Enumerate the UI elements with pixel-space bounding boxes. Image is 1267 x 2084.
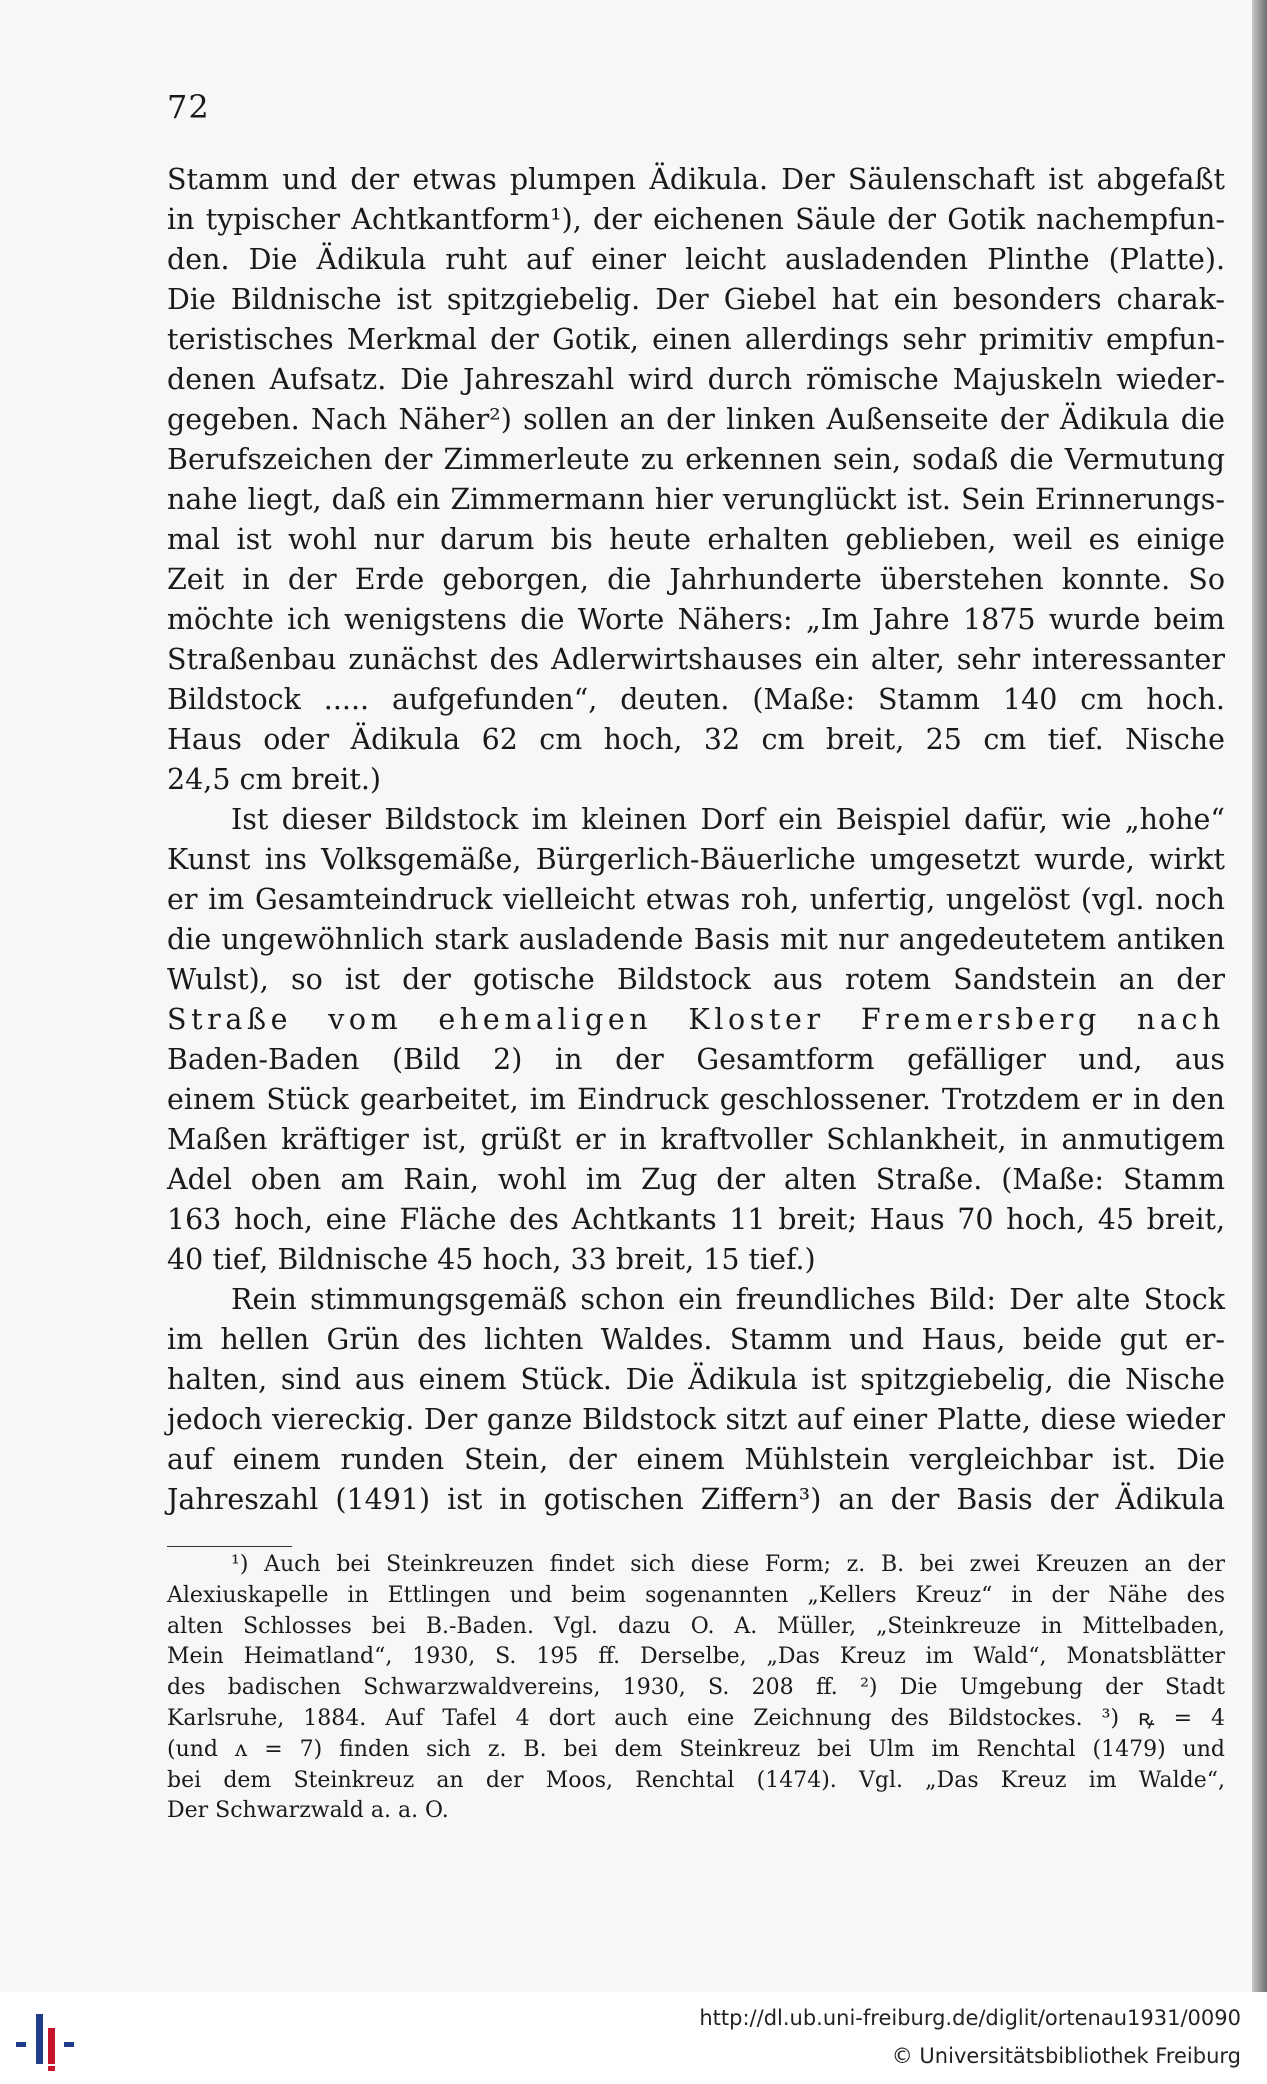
text-line: 40 tief, Bildnische 45 hoch, 33 breit, 15 tief.) — [167, 1243, 816, 1276]
text-line: Haus oder Ädikula 62 cm hoch, 32 cm breit, 25 cm tief. Nische — [167, 723, 1225, 756]
footnote-line: bei dem Steinkreuz an der Moos, Renchtal (1474). Vgl. „Das Kreuz im Walde“, — [167, 1767, 1225, 1793]
footnote-line: Alexiuskapelle in Ettlingen und beim sogenannten „Kellers Kreuz“ in der Nähe des — [167, 1582, 1225, 1608]
text-line: Straße vom ehemaligen Kloster Fremersberg nach — [167, 1003, 1225, 1036]
text-line: er im Gesamteindruck vielleicht etwas roh, unfertig, ungelöst (vgl. noch — [167, 883, 1225, 916]
text-line: in typischer Achtkantform¹), der eichenen Säule der Gotik nachempfun- — [167, 203, 1225, 236]
text-line: Kunst ins Volksgemäße, Bürgerlich-Bäuerliche umgesetzt wurde, wirkt — [167, 843, 1225, 876]
footnote-line: (und ʌ = 7) finden sich z. B. bei dem Steinkreuz bei Ulm im Renchtal (1479) und — [167, 1736, 1225, 1762]
text-line: Bildstock ..... aufgefunden“, deuten. (Maße: Stamm 140 cm hoch. — [167, 683, 1225, 716]
book-spine-shadow — [1252, 0, 1267, 1992]
text-line: halten, sind aus einem Stück. Die Ädikula ist spitzgiebelig, die Nische — [167, 1363, 1225, 1396]
text-line: im hellen Grün des lichten Waldes. Stamm und Haus, beide gut er- — [167, 1323, 1225, 1356]
text-line: Rein stimmungsgemäß schon ein freundliches Bild: Der alte Stock — [231, 1283, 1225, 1316]
footnote-line: ¹) Auch bei Steinkreuzen findet sich diese Form; z. B. bei zwei Kreuzen an der — [231, 1552, 1225, 1577]
footnote-line: Mein Heimatland“, 1930, S. 195 ff. Derselbe, „Das Kreuz im Wald“, Monatsblätter — [167, 1644, 1225, 1670]
text-line: gegeben. Nach Näher²) sollen an der linken Außenseite der Ädikula die — [167, 403, 1225, 436]
text-line: einem Stück gearbeitet, im Eindruck geschlossener. Trotzdem er in den — [167, 1083, 1225, 1116]
text-line: Maßen kräftiger ist, grüßt er in kraftvoller Schlankheit, in anmutigem — [167, 1123, 1225, 1156]
text-line: Adel oben am Rain, wohl im Zug der alten Straße. (Maße: Stamm — [167, 1163, 1225, 1196]
text-line: möchte ich wenigstens die Worte Nähers: „Im Jahre 1875 wurde beim — [167, 603, 1225, 636]
footnote-line: des badischen Schwarzwaldvereins, 1930, S. 208 ff. ²) Die Umgebung der Stadt — [167, 1675, 1225, 1701]
text-line: die ungewöhnlich stark ausladende Basis mit nur angedeutetem antiken — [167, 923, 1225, 956]
text-line: Stamm und der etwas plumpen Ädikula. Der Säulenschaft ist abgefaßt — [167, 163, 1225, 196]
footnote-line: Karlsruhe, 1884. Auf Tafel 4 dort auch eine Zeichnung des Bildstockes. ³) ꝶ = 4 — [167, 1705, 1225, 1731]
text-line: teristisches Merkmal der Gotik, einen allerdings sehr primitiv empfun- — [167, 323, 1225, 356]
footnote-separator — [167, 1546, 292, 1547]
text-line: auf einem runden Stein, der einem Mühlstein vergleichbar ist. Die — [167, 1443, 1225, 1476]
text-line: Baden-Baden (Bild 2) in der Gesamtform gefälliger und, aus — [167, 1043, 1225, 1076]
footnotes — [167, 1550, 1225, 1827]
viewer-footer — [0, 1992, 1267, 2084]
text-line: mal ist wohl nur darum bis heute erhalten geblieben, weil es einige — [167, 523, 1225, 556]
document-url-link[interactable]: http://dl.ub.uni-freiburg.de/diglit/ortenau1931/0090 — [699, 2006, 1241, 2030]
text-line: Zeit in der Erde geborgen, die Jahrhunderte überstehen konnte. So — [167, 563, 1225, 596]
text-line: Die Bildnische ist spitzgiebelig. Der Giebel hat ein besonders charak- — [167, 283, 1225, 316]
footnote-line: alten Schlosses bei B.-Baden. Vgl. dazu O. A. Müller, „Steinkreuze in Mittelbaden, — [167, 1613, 1225, 1639]
body-text — [167, 160, 1225, 1520]
page-number: 72 — [167, 88, 210, 126]
text-line: 24,5 cm breit.) — [167, 763, 382, 796]
text-line: jedoch viereckig. Der ganze Bildstock sitzt auf einer Platte, diese wieder — [167, 1403, 1225, 1436]
text-line: Jahreszahl (1491) ist in gotischen Ziffern³) an der Basis der Ädikula — [167, 1483, 1225, 1516]
text-line: nahe liegt, daß ein Zimmermann hier verunglückt ist. Sein Erinnerungs- — [167, 483, 1225, 516]
library-logo-icon — [12, 2002, 82, 2074]
copyright-notice: © Universitätsbibliothek Freiburg — [891, 2044, 1241, 2068]
footnote-line: Der Schwarzwald a. a. O. — [167, 1798, 449, 1824]
text-line: Berufszeichen der Zimmerleute zu erkennen sein, sodaß die Vermutung — [167, 443, 1225, 476]
text-line: den. Die Ädikula ruht auf einer leicht ausladenden Plinthe (Platte). — [167, 243, 1225, 276]
text-line: denen Aufsatz. Die Jahreszahl wird durch römische Majuskeln wieder- — [167, 363, 1225, 396]
text-line: 163 hoch, eine Fläche des Achtkants 11 breit; Haus 70 hoch, 45 breit, — [167, 1203, 1225, 1236]
text-line: Wulst), so ist der gotische Bildstock aus rotem Sandstein an der — [167, 963, 1225, 996]
text-line: Straßenbau zunächst des Adlerwirtshauses ein alter, sehr interessanter — [167, 643, 1225, 676]
text-line: Ist dieser Bildstock im kleinen Dorf ein Beispiel dafür, wie „hohe“ — [231, 803, 1225, 836]
